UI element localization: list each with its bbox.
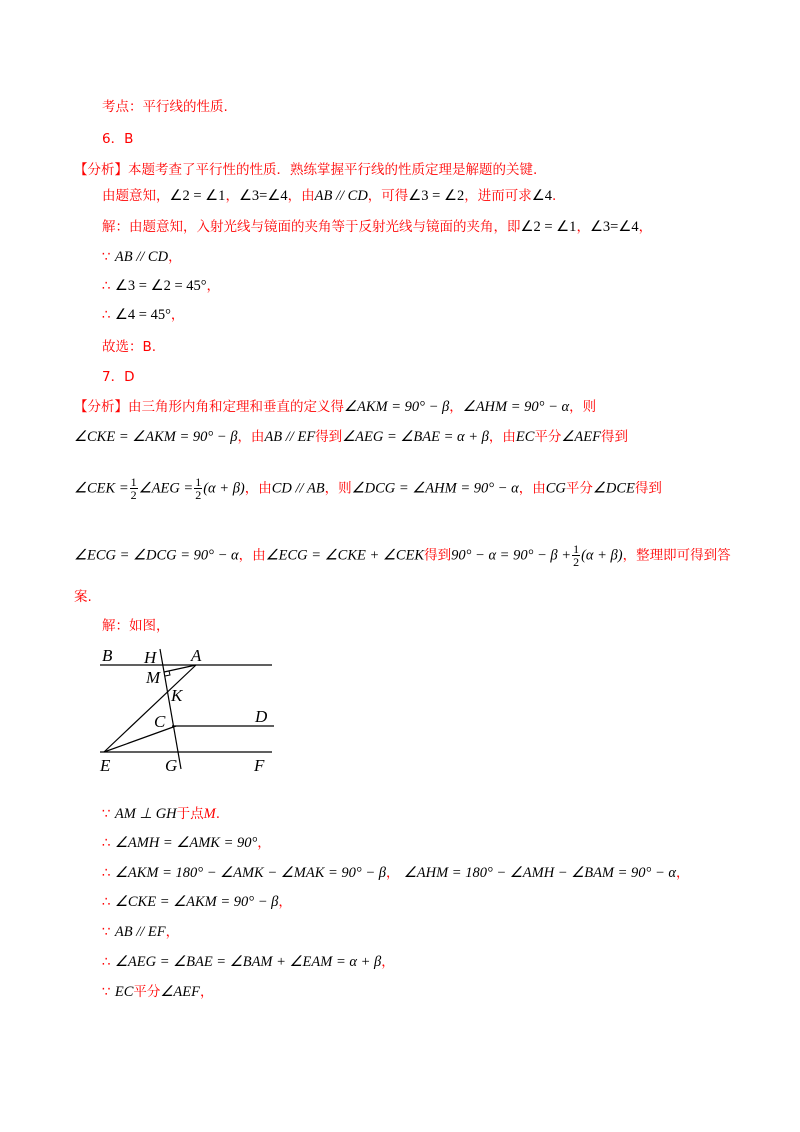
text: ，整理即可得到答 [622, 547, 731, 564]
math: 90° − α = 90° − β + [451, 547, 572, 564]
text: . [215, 806, 221, 822]
q6-solution-line3 [102, 277, 220, 295]
q6-solution-line4 [102, 306, 184, 324]
math: ∠AHM = 90° − α [462, 399, 570, 415]
q7-analysis-line3 [74, 476, 662, 501]
math: ∠AEG = ∠BAE = ∠BAM + ∠EAM = α + β [114, 954, 382, 970]
math: AB // EF [114, 924, 166, 940]
q6-analysis-line1 [74, 161, 537, 179]
math: ∠3=∠4 [238, 188, 288, 204]
text: ， [168, 249, 182, 265]
text: ，则 [569, 399, 597, 415]
math: ∠ECG = ∠CKE + ∠CEK [265, 547, 425, 564]
math: ∠3 = ∠2 [408, 188, 465, 204]
label-k: K [171, 686, 183, 705]
math: AM ⊥ GH [114, 806, 177, 822]
q7-analysis-line4 [74, 543, 731, 568]
text: 平分 [534, 429, 562, 445]
text: ，由 [287, 188, 315, 204]
q6-solution-line1 [102, 218, 652, 236]
math: ∠2 = ∠1 [520, 219, 577, 235]
math: ∠ECG = ∠DCG = 90° − α [74, 547, 239, 564]
text: ， [676, 865, 690, 881]
topic-text: 考点：平行线的性质. [102, 99, 228, 115]
q6-analysis-line2 [102, 187, 556, 205]
therefore-symbol: ∴ [102, 307, 111, 323]
text: ， [165, 924, 180, 940]
math: (α + β) [203, 480, 245, 497]
text: ， [225, 188, 239, 204]
text: ，由 [244, 480, 272, 497]
text: . [551, 188, 557, 204]
text: ， [449, 399, 463, 415]
therefore-symbol: ∴ [102, 278, 111, 294]
q7-analysis-line1 [74, 398, 596, 416]
math: EC [114, 984, 134, 1000]
text: 得到 [634, 480, 662, 497]
math: ∠AMH = ∠AMK = 90° [114, 835, 258, 851]
math: ∠2 = ∠1 [169, 188, 226, 204]
text: ， [257, 835, 271, 851]
numerator: 1 [130, 475, 137, 489]
label-d: D [255, 707, 268, 726]
text: ， [385, 865, 400, 881]
q7-solution-line5 [102, 923, 179, 941]
therefore-symbol: ∴ [102, 894, 111, 910]
q7-answer [102, 368, 134, 386]
math: ∠AEG = ∠BAE = α + β [342, 429, 489, 445]
math: ∠DCE [592, 480, 635, 497]
text: ， [278, 894, 292, 910]
math: M [203, 806, 216, 822]
text: 案. [74, 589, 92, 605]
text: ， [206, 278, 221, 294]
denominator: 2 [195, 488, 202, 502]
label-f: F [254, 756, 265, 775]
label-h: H [144, 648, 157, 667]
math: ∠CKE = ∠AKM = 90° − β [114, 894, 279, 910]
fraction [572, 543, 580, 568]
denominator: 2 [573, 555, 580, 569]
q7-solution-line2 [102, 834, 271, 852]
text: ， [200, 984, 214, 1000]
text: 平分 [133, 984, 161, 1000]
text: ，由 [518, 480, 546, 497]
text: 于点 [176, 806, 204, 822]
text: 平分 [565, 480, 593, 497]
label-c: C [154, 712, 166, 731]
text: 故选：B. [102, 339, 157, 355]
label-g: G [165, 756, 178, 775]
numerator: 1 [573, 542, 580, 556]
text: 由三角形内角和定理和垂直的定义得 [128, 399, 344, 415]
fraction [194, 476, 202, 501]
q7-label: 7．D [102, 369, 135, 385]
math: ∠4 [531, 188, 552, 204]
math: ∠AEF [160, 984, 200, 1000]
text: 得到 [424, 547, 452, 564]
text: ，可得 [367, 188, 409, 204]
text: ，由 [237, 429, 265, 445]
math: (α + β) [581, 547, 623, 564]
math: ∠DCG = ∠AHM = 90° − α [351, 480, 519, 497]
text: 解：由题意知，入射光线与镜面的夹角等于反射光线与镜面的夹角，即 [102, 219, 521, 235]
math: ∠AHM = 180° − ∠AMH − ∠BAM = 90° − α [403, 865, 676, 881]
therefore-symbol: ∴ [102, 865, 111, 881]
q6-answer [102, 130, 133, 148]
math: ∠3=∠4 [589, 219, 639, 235]
math: ∠4 = 45° [114, 307, 171, 323]
q7-solution-line3 [102, 864, 690, 882]
line-am [164, 665, 196, 672]
q6-solution-line2 [102, 248, 182, 266]
math: ∠AKM = 180° − ∠AMK − ∠MAK = 90° − β [114, 865, 386, 881]
q6-choice [102, 338, 156, 356]
therefore-symbol: ∴ [102, 835, 111, 851]
geometry-figure [98, 645, 278, 775]
math: AB // CD [114, 249, 169, 265]
because-symbol: ∵ [102, 249, 111, 265]
analysis-tag: 【分析】 [74, 162, 128, 178]
text: ， [576, 219, 590, 235]
q7-solution-intro [102, 617, 170, 635]
because-symbol: ∵ [102, 924, 111, 940]
text: 由题意知， [102, 188, 170, 204]
because-symbol: ∵ [102, 984, 111, 1000]
math: ∠CEK = [74, 480, 129, 497]
q7-analysis-line2 [74, 428, 628, 446]
text: ，由 [488, 429, 516, 445]
q7-analysis-line5 [74, 588, 92, 606]
numerator: 1 [195, 475, 202, 489]
answer-key-topic [102, 98, 228, 116]
text: 得到 [601, 429, 628, 445]
q7-solution-line1 [102, 805, 220, 823]
q7-solution-line6 [102, 953, 395, 971]
denominator: 2 [130, 488, 137, 502]
label-a: A [191, 646, 202, 665]
math: CG [545, 480, 566, 497]
math: EC [515, 429, 535, 445]
text: ，进而可求 [464, 188, 532, 204]
label-b: B [102, 646, 113, 665]
text: 得到 [315, 429, 343, 445]
q7-solution-line7 [102, 983, 214, 1001]
analysis-tag: 【分析】 [74, 399, 128, 415]
math: AB // EF [264, 429, 316, 445]
math: ∠AEG = [138, 480, 194, 497]
analysis-text: 本题考查了平行性的性质．熟练掌握平行线的性质定理是解题的关键. [128, 162, 538, 178]
fraction [130, 476, 138, 501]
math: ∠3 = ∠2 = 45° [114, 278, 207, 294]
because-symbol: ∵ [102, 806, 111, 822]
line-hg [160, 649, 181, 769]
text: ，则 [324, 480, 352, 497]
math: ∠AEF [561, 429, 601, 445]
therefore-symbol: ∴ [102, 954, 111, 970]
math: ∠CKE = ∠AKM = 90° − β [74, 429, 238, 445]
text: ， [381, 954, 395, 970]
text: ， [170, 307, 185, 323]
text: 解：如图， [102, 618, 170, 634]
math: ∠AKM = 90° − β [344, 399, 450, 415]
q7-solution-line4 [102, 893, 292, 911]
label-m: M [146, 668, 161, 687]
q6-label: 6．B [102, 131, 134, 147]
label-e: E [100, 756, 111, 775]
text: ， [638, 219, 653, 235]
text: ，由 [238, 547, 266, 564]
math: AB // CD [314, 188, 368, 204]
math: CD // AB [271, 480, 325, 497]
